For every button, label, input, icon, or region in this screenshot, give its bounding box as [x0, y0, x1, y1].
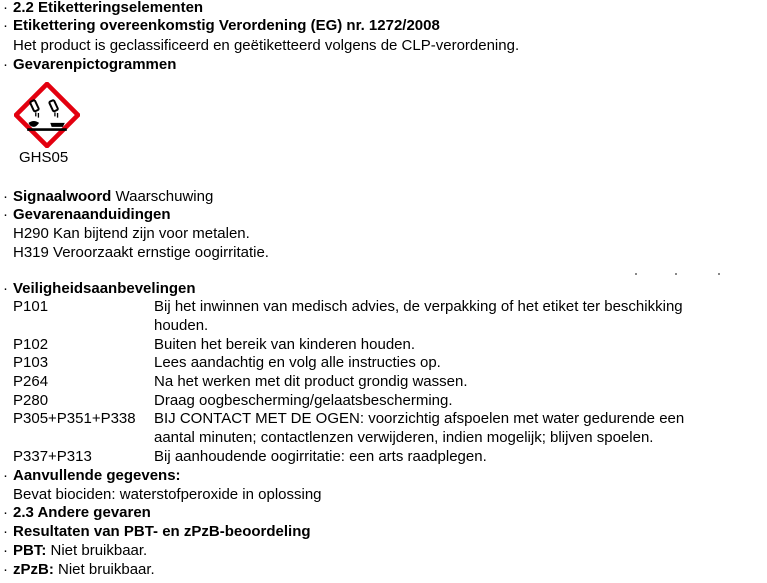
section-2-2-title: · 2.2 Etiketteringselementen — [3, 0, 204, 16]
section-2-3-title: · 2.3 Andere gevaren — [3, 504, 151, 521]
precaution-text: Bij aanhoudende oogirritatie: een arts raadplegen. — [154, 448, 487, 465]
precaution-text: BIJ CONTACT MET DE OGEN: voorzichtig afspoelen met water gedurende een — [154, 410, 685, 427]
precaution-text: Bij het inwinnen van medisch advies, de verpakking of het etiket ter beschikking — [154, 298, 683, 315]
hazard-statement: H319 Veroorzaakt ernstige oogirritatie. — [13, 244, 269, 261]
hazard-statements-title: · Gevarenaanduidingen — [3, 206, 171, 223]
precaution-code: P103 — [13, 354, 49, 371]
precaution-code: P337+P313 — [13, 448, 92, 465]
precaution-text: Draag oogbescherming/gelaatsbescherming. — [154, 392, 453, 409]
precaution-code: P264 — [13, 373, 49, 390]
precautionary-title: · Veiligheidsaanbevelingen — [3, 280, 196, 297]
precaution-text: Lees aandachtig en volg alle instructies op. — [154, 354, 441, 371]
signal-word: · Signaalwoord Waarschuwing — [3, 188, 214, 205]
pbt-assessment-title: · Resultaten van PBT- en zPzB-beoordeling — [3, 523, 311, 540]
zpzb-result: · zPzB: Niet bruikbaar. — [3, 561, 155, 578]
pbt-result: · PBT: Niet bruikbaar. — [3, 542, 148, 559]
precaution-text: aantal minuten; contactlenzen verwijderen, indien mogelijk; blijven spoelen. — [154, 429, 654, 446]
additional-info-title: · Aanvullende gegevens: — [3, 467, 181, 484]
precaution-code: P305+P351+P338 — [13, 410, 136, 427]
precaution-code: P280 — [13, 392, 49, 409]
precaution-text: houden. — [154, 317, 209, 334]
labelling-title: · Etikettering overeenkomstig Verordening (EG) nr. 1272/2008 — [3, 17, 440, 34]
labelling-text: Het product is geclassificeerd en geëtiketteerd volgens de CLP-verordening. — [13, 37, 520, 54]
pictograms-title: · Gevarenpictogrammen — [3, 56, 177, 73]
precaution-text: Buiten het bereik van kinderen houden. — [154, 336, 416, 353]
hazard-statement: H290 Kan bijtend zijn voor metalen. — [13, 225, 250, 242]
precaution-code: P101 — [13, 298, 49, 315]
precaution-text: Na het werken met dit product grondig wassen. — [154, 373, 468, 390]
precaution-code: P102 — [13, 336, 49, 353]
additional-info-text: Bevat biociden: waterstofperoxide in oplossing — [13, 486, 322, 503]
pictogram-code: GHS05 — [19, 149, 69, 166]
